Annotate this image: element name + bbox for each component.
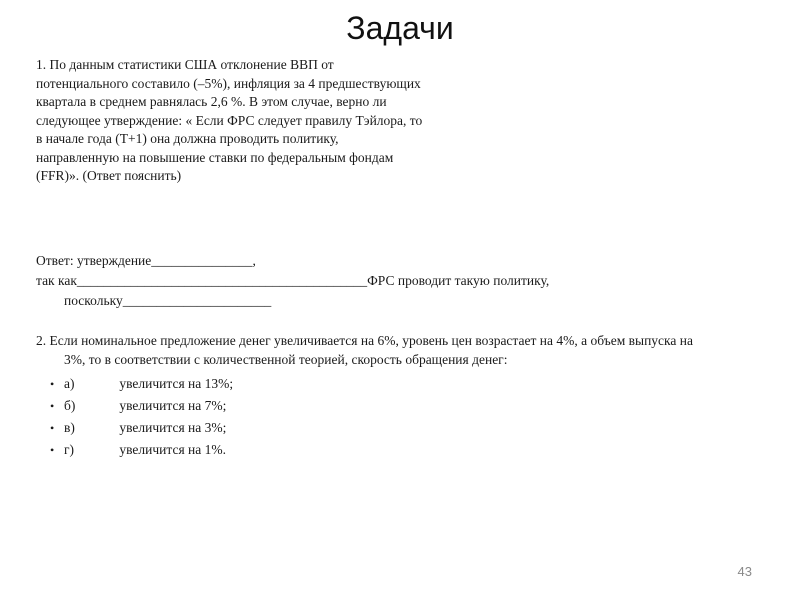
bullet-icon: • [50, 421, 55, 435]
option-letter: а) [64, 376, 75, 391]
task-1-line: направленную на повышение ставки по федеральным фондам [36, 149, 394, 165]
task-1-line: потенциального составило (–5%), инфляция за 4 предшествующих [36, 75, 421, 91]
task-2-question-line: 2. Если номинальное предложение денег увеличивается на 6%, уровень цен возрастает на 4%, а объем выпуска на [36, 333, 693, 348]
option-text: увеличится на 3%; [119, 420, 227, 435]
option-text: увеличится на 7%; [119, 398, 227, 413]
answer-line-statement: Ответ: утверждение_______________, [36, 253, 256, 268]
option-text: увеличится на 13%; [119, 376, 234, 391]
answer-line-because: так как___________________________________________ФРС проводит такую политику, [36, 273, 550, 288]
option-item [36, 373, 792, 395]
task-1-line: (FFR)». (Ответ пояснить) [36, 168, 182, 183]
task-1-text [36, 56, 496, 186]
option-item [36, 417, 792, 439]
option-letter: г) [64, 442, 75, 457]
option-text: увеличится на 1%. [119, 442, 226, 457]
task-2-options [36, 373, 792, 461]
task-1-line: в начале года (T+1) она должна проводить политику, [36, 131, 339, 146]
option-item [36, 395, 792, 417]
option-letter: в) [64, 420, 75, 435]
answer-line-since: поскольку______________________ [64, 293, 272, 308]
option-item [36, 439, 792, 461]
task-1-line: квартала в среднем равнялась 2,6 %. В этом случае, верно ли [36, 94, 387, 109]
answer-template [36, 251, 786, 311]
task-1-line: 1. По данным статистики США отклонение ВВП от [36, 57, 334, 72]
bullet-icon: • [50, 399, 55, 413]
option-letter: б) [64, 398, 76, 413]
slide-title: Задачи [346, 10, 454, 46]
bullet-icon: • [50, 443, 55, 457]
task-2-question-line: 3%, то в соответствии с количественной теорией, скорость обращения денег: [64, 352, 508, 367]
bullet-icon: • [50, 377, 55, 391]
task-1-line: следующее утверждение: « Если ФРС следует правилу Тэйлора, то [36, 112, 423, 128]
task-2-text [36, 331, 792, 461]
page-number: 43 [737, 564, 752, 579]
